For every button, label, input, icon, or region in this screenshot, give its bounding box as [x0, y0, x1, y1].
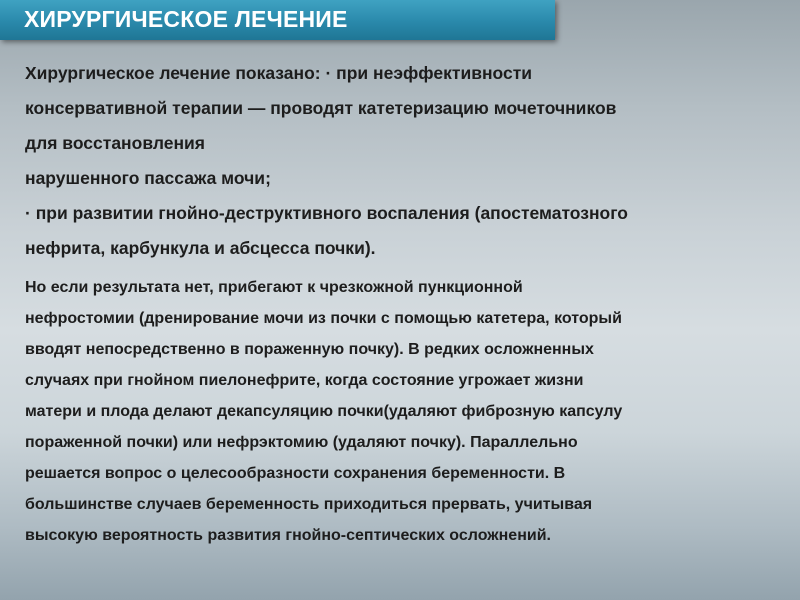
title-banner [0, 0, 555, 40]
slide-title: ХИРУРГИЧЕСКОЕ ЛЕЧЕНИЕ [24, 6, 348, 32]
indications-paragraph: Хирургическое лечение показано: · при неэффективности консервативной терапии — проводят катетеризацию мочеточников для восстановления нарушенного пассажа мочи; · при развитии гнойно-деструктивного воспаления (апостематозного нефрита, карбункула и абсцесса почки). [25, 63, 628, 258]
treatment-paragraph: Но если результата нет, прибегают к чрезкожной пункционной нефростомии (дренирование мочи из почки с помощью катетера, который вводят непосредственно в пораженную почку). В редких осложненных случаях при гнойном пиелонефрите, когда состояние угрожает жизни матери и плода делают декапсуляцию почки(удаляют фиброзную капсулу пораженной почки) или нефрэктомию (удаляют почку). Параллельно решается вопрос о целесообразности сохранения беременности. В большинстве случаев беременность приходиться прервать, учитывая высокую вероятность развития гнойно-септических осложнений. [25, 279, 623, 544]
